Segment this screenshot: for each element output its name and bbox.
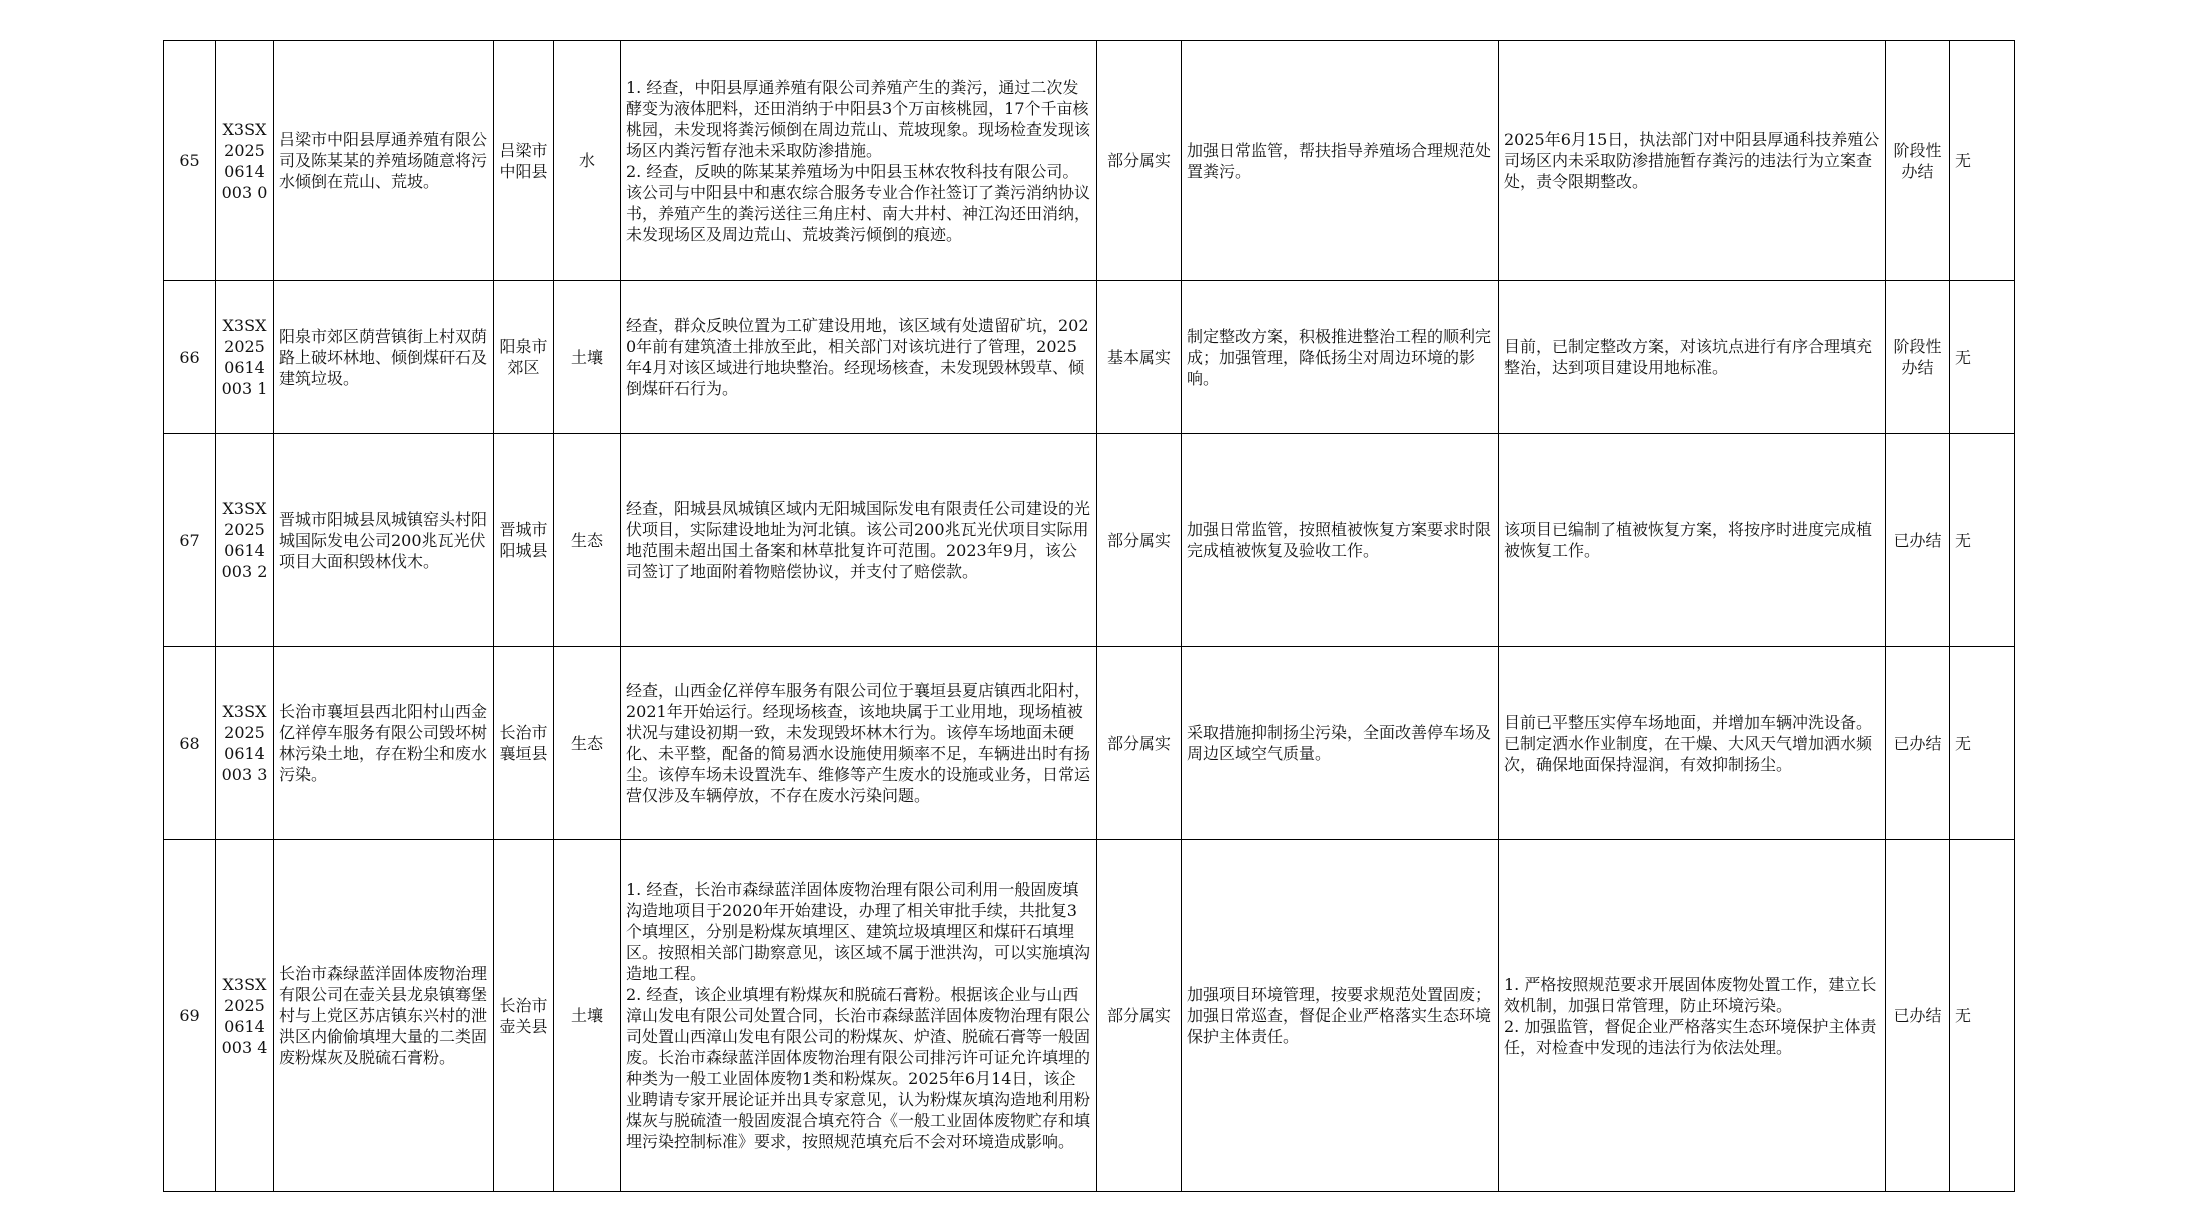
rectification-progress: 目前已平整压实停车场地面，并增加车辆冲洗设备。已制定洒水作业制度，在干燥、大风天气增加洒水频次，确保地面保持湿润，有效抑制扬尘。	[1499, 647, 1886, 840]
accountability: 无	[1950, 41, 2015, 281]
pollution-type: 生态	[554, 434, 621, 647]
case-id: X3SX20250614003 3	[216, 647, 274, 840]
table-row	[164, 434, 2015, 647]
pollution-type: 土壤	[554, 281, 621, 434]
region: 长治市襄垣县	[494, 647, 554, 840]
table-row	[164, 647, 2015, 840]
verification-status: 基本属实	[1097, 281, 1182, 434]
case-id: X3SX20250614003 1	[216, 281, 274, 434]
rectification-progress: 2025年6月15日，执法部门对中阳县厚通科技养殖公司场区内未采取防渗措施暂存粪污的违法行为立案查处，责令限期整改。	[1499, 41, 1886, 281]
handling-result: 已办结	[1886, 647, 1950, 840]
investigation-finding: 经查，群众反映位置为工矿建设用地，该区域有处遗留矿坑，2020年前有建筑渣土排放至此，相关部门对该坑进行了管理，2025年4月对该区域进行地块整治。经现场核查，未发现毁林毁草、倾倒煤矸石行为。	[621, 281, 1097, 434]
rectification-measures: 加强日常监管，帮扶指导养殖场合理规范处置粪污。	[1182, 41, 1499, 281]
region: 长治市壶关县	[494, 840, 554, 1192]
case-id: X3SX20250614003 4	[216, 840, 274, 1192]
pollution-type: 土壤	[554, 840, 621, 1192]
row-number: 65	[164, 41, 216, 281]
row-number: 69	[164, 840, 216, 1192]
complaint-table	[163, 40, 2015, 1192]
accountability: 无	[1950, 647, 2015, 840]
rectification-progress: 该项目已编制了植被恢复方案，将按序时进度完成植被恢复工作。	[1499, 434, 1886, 647]
case-id: X3SX20250614003 0	[216, 41, 274, 281]
handling-result: 已办结	[1886, 434, 1950, 647]
region: 阳泉市郊区	[494, 281, 554, 434]
rectification-measures: 加强项目环境管理，按要求规范处置固废；加强日常巡查，督促企业严格落实生态环境保护主体责任。	[1182, 840, 1499, 1192]
region: 吕梁市中阳县	[494, 41, 554, 281]
issue-description: 晋城市阳城县凤城镇窑头村阳城国际发电公司200兆瓦光伏项目大面积毁林伐木。	[274, 434, 494, 647]
issue-description: 阳泉市郊区荫营镇街上村双荫路上破坏林地、倾倒煤矸石及建筑垃圾。	[274, 281, 494, 434]
handling-result: 阶段性办结	[1886, 281, 1950, 434]
row-number: 67	[164, 434, 216, 647]
investigation-finding: 1. 经查，长治市森绿蓝洋固体废物治理有限公司利用一般固废填沟造地项目于2020年开始建设，办理了相关审批手续，共批复3个填埋区，分别是粉煤灰填埋区、建筑垃圾填埋区和煤矸石填埋区。按照相关部门勘察意见，该区域不属于泄洪沟，可以实施填沟造地工程。 2. 经查，该企业填埋有粉煤灰和脱硫石膏粉。根据该企业与山西漳山发电有限公司处置合同，长治市森绿蓝洋固体废物治理有限公司处置山西漳山发电有限公司的粉煤灰、炉渣、脱硫石膏等一般固废。长治市森绿蓝洋固体废物治理有限公司排污许可证允许填埋的种类为一般工业固体废物1类和粉煤灰。2025年6月14日，该企业聘请专家开展论证并出具专家意见，认为粉煤灰填沟造地利用粉煤灰与脱硫渣一般固废混合填充符合《一般工业固体废物贮存和填埋污染控制标准》要求，按照规范填充后不会对环境造成影响。	[621, 840, 1097, 1192]
accountability: 无	[1950, 840, 2015, 1192]
investigation-finding: 经查，山西金亿祥停车服务有限公司位于襄垣县夏店镇西北阳村，2021年开始运行。经现场核查，该地块属于工业用地，现场植被状况与建设初期一致，未发现毁坏林木行为。该停车场地面未硬化、未平整，配备的简易洒水设施使用频率不足，车辆进出时有扬尘。该停车场未设置洗车、维修等产生废水的设施或业务，日常运营仅涉及车辆停放，不存在废水污染问题。	[621, 647, 1097, 840]
row-number: 68	[164, 647, 216, 840]
handling-result: 已办结	[1886, 840, 1950, 1192]
accountability: 无	[1950, 281, 2015, 434]
pollution-type: 生态	[554, 647, 621, 840]
case-id: X3SX20250614003 2	[216, 434, 274, 647]
issue-description: 长治市襄垣县西北阳村山西金亿祥停车服务有限公司毁坏树林污染土地，存在粉尘和废水污染。	[274, 647, 494, 840]
rectification-measures: 采取措施抑制扬尘污染，全面改善停车场及周边区域空气质量。	[1182, 647, 1499, 840]
handling-result: 阶段性办结	[1886, 41, 1950, 281]
verification-status: 部分属实	[1097, 434, 1182, 647]
verification-status: 部分属实	[1097, 840, 1182, 1192]
rectification-progress: 目前，已制定整改方案，对该坑点进行有序合理填充整治，达到项目建设用地标准。	[1499, 281, 1886, 434]
table-row	[164, 41, 2015, 281]
rectification-measures: 加强日常监管，按照植被恢复方案要求时限完成植被恢复及验收工作。	[1182, 434, 1499, 647]
region: 晋城市阳城县	[494, 434, 554, 647]
row-number: 66	[164, 281, 216, 434]
table-row	[164, 281, 2015, 434]
investigation-finding: 经查，阳城县凤城镇区域内无阳城国际发电有限责任公司建设的光伏项目，实际建设地址为河北镇。该公司200兆瓦光伏项目实际用地范围未超出国土备案和林草批复许可范围。2023年9月，该公司签订了地面附着物赔偿协议，并支付了赔偿款。	[621, 434, 1097, 647]
rectification-progress: 1. 严格按照规范要求开展固体废物处置工作，建立长效机制，加强日常管理，防止环境污染。 2. 加强监管，督促企业严格落实生态环境保护主体责任，对检查中发现的违法行为依法处理。	[1499, 840, 1886, 1192]
table-row	[164, 840, 2015, 1192]
verification-status: 部分属实	[1097, 41, 1182, 281]
pollution-type: 水	[554, 41, 621, 281]
accountability: 无	[1950, 434, 2015, 647]
investigation-finding: 1. 经查，中阳县厚通养殖有限公司养殖产生的粪污，通过二次发酵变为液体肥料，还田消纳于中阳县3个万亩核桃园，17个千亩核桃园，未发现将粪污倾倒在周边荒山、荒坡现象。现场检查发现该场区内粪污暂存池未采取防渗措施。 2. 经查，反映的陈某某养殖场为中阳县玉林农牧科技有限公司。该公司与中阳县中和惠农综合服务专业合作社签订了粪污消纳协议书，养殖产生的粪污送往三角庄村、南大井村、神江沟还田消纳，未发现场区及周边荒山、荒坡粪污倾倒的痕迹。	[621, 41, 1097, 281]
issue-description: 长治市森绿蓝洋固体废物治理有限公司在壶关县龙泉镇骞堡村与上党区苏店镇东兴村的泄洪区内偷偷填埋大量的二类固废粉煤灰及脱硫石膏粉。	[274, 840, 494, 1192]
rectification-measures: 制定整改方案，积极推进整治工程的顺利完成；加强管理，降低扬尘对周边环境的影响。	[1182, 281, 1499, 434]
verification-status: 部分属实	[1097, 647, 1182, 840]
issue-description: 吕梁市中阳县厚通养殖有限公司及陈某某的养殖场随意将污水倾倒在荒山、荒坡。	[274, 41, 494, 281]
